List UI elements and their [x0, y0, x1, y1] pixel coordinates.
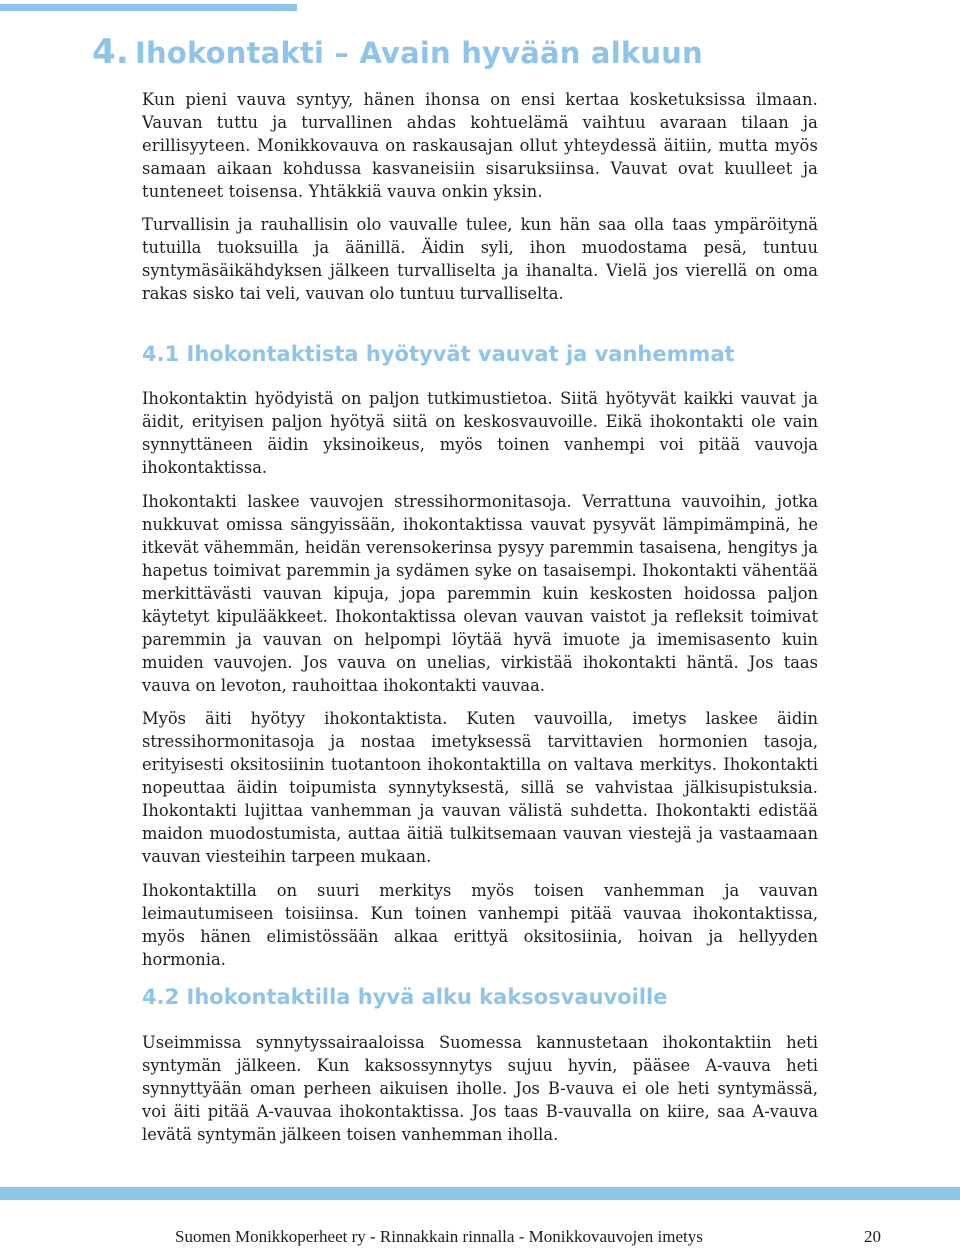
section-1-paragraph-1: Ihokontaktin hyödyistä on paljon tutkimustietoa. Siitä hyötyvät kaikki vauvat ja äidit, erityisen paljon hyötyä siitä on keskosvauvoille. Eikä ihokontakti ole vain synnyttäneen äidin yksinoikeus, myös toinen vanhempi voi pitää vauvoja ihokontaktissa.	[142, 389, 818, 477]
section-2-heading: 4.2 Ihokontaktilla hyvä alku kaksosvauvoille	[142, 985, 668, 1009]
chapter-title: Ihokontakti – Avain hyvään alkuun	[134, 36, 703, 70]
chapter-heading	[92, 32, 703, 72]
chapter-paragraph-2: Turvallisin ja rauhallisin olo vauvalle tulee, kun hän saa olla taas ympäröitynä tutuilla tuoksuilla ja äänillä. Äidin syli, ihon muodostama pesä, tuntuu syntymäsäikähdyksen jälkeen turvalliselta ja ihanalta. Vielä jos vierellä on oma rakas sisko tai veli, vauvan olo tuntuu turvalliselta.	[142, 215, 818, 303]
chapter-number: 4.	[92, 32, 129, 72]
section-2-paragraph-1: Useimmissa synnytyssairaaloissa Suomessa kannustetaan ihokontaktiin heti syntymän jälkeen. Kun kaksossynnytys sujuu hyvin, pääsee A-vauva heti synnyttyään oman perheen aikuisen iholle. Jos B-vauva ei ole heti syntymässä, voi äiti pitää A-vauvaa ihokontaktissa. Jos taas B-vauvalla on kiire, saa A-vauva levätä syntymän jälkeen toisen vanhemman iholla.	[142, 1033, 818, 1144]
page-number: 20	[864, 1227, 881, 1246]
chapter-paragraph-1: Kun pieni vauva syntyy, hänen ihonsa on ensi kertaa kosketuksissa ilmaan. Vauvan tuttu ja turvallinen ahdas kohtuelämä vaihtuu avaraan tilaan ja erillisyyteen. Monikkovauva on raskausajan ollut yhteydessä äitiin, mutta myös samaan aikaan kohdussa kasvaneisiin sisaruksiinsa. Vauvat ovat kuulleet ja tunteneet toisensa. Yhtäkkiä vauva onkin yksin.	[142, 90, 818, 201]
section-1-paragraph-3: Myös äiti hyötyy ihokontaktista. Kuten vauvoilla, imetys laskee äidin stressihormonitasoja ja nostaa imetyksessä tarvittavien hormonien tasoja, erityisesti oksitosiinin tuotantoon ihokontaktilla on valtava merkitys. Ihokontakti nopeuttaa äidin toipumista synnytyksestä, sillä se vahvistaa jälkisupistuksia. Ihokontakti lujittaa vanhemman ja vauvan välistä suhdetta. Ihokontakti edistää maidon muodostumista, auttaa äitiä tulkitsemaan vauvan viestejä ja vastaamaan vauvan viesteihin tarpeen mukaan.	[142, 709, 818, 866]
top-accent-rule	[0, 4, 297, 11]
footer-text: Suomen Monikkoperheet ry - Rinnakkain rinnalla - Monikkovauvojen imetys	[175, 1227, 703, 1246]
footer-accent-rule	[0, 1187, 960, 1200]
section-1-heading: 4.1 Ihokontaktista hyötyvät vauvat ja vanhemmat	[142, 342, 735, 366]
section-1-paragraph-2: Ihokontakti laskee vauvojen stressihormonitasoja. Verrattuna vauvoihin, jotka nukkuvat omissa sängyissään, ihokontaktissa vauvat pysyvät lämpimämpinä, he itkevät vähemmän, heidän verensokerinsa pysyy paremmin tasaisena, hengitys ja hapetus toimivat paremmin ja sydämen syke on tasaisempi. Ihokontakti vähentää merkittävästi vauvan kipuja, jopa paremmin kuin keskosten hoidossa paljon käytetyt kipulääkkeet. Ihokontaktissa olevan vauvan vaistot ja refleksit toimivat paremmin ja vauvan on helpompi löytää hyvä imuote ja imemisasento kuin muiden vauvojen. Jos vauva on unelias, virkistää ihokontakti häntä. Jos taas vauva on levoton, rauhoittaa ihokontakti vauvaa.	[142, 492, 818, 695]
section-1-paragraph-4: Ihokontaktilla on suuri merkitys myös toisen vanhemman ja vauvan leimautumiseen toisiinsa. Kun toinen vanhempi pitää vauvaa ihokontaktissa, myös hänen elimistössään alkaa erittyä oksitosiinia, hoivan ja hellyyden hormonia.	[142, 881, 818, 969]
page-footer	[0, 1227, 960, 1249]
